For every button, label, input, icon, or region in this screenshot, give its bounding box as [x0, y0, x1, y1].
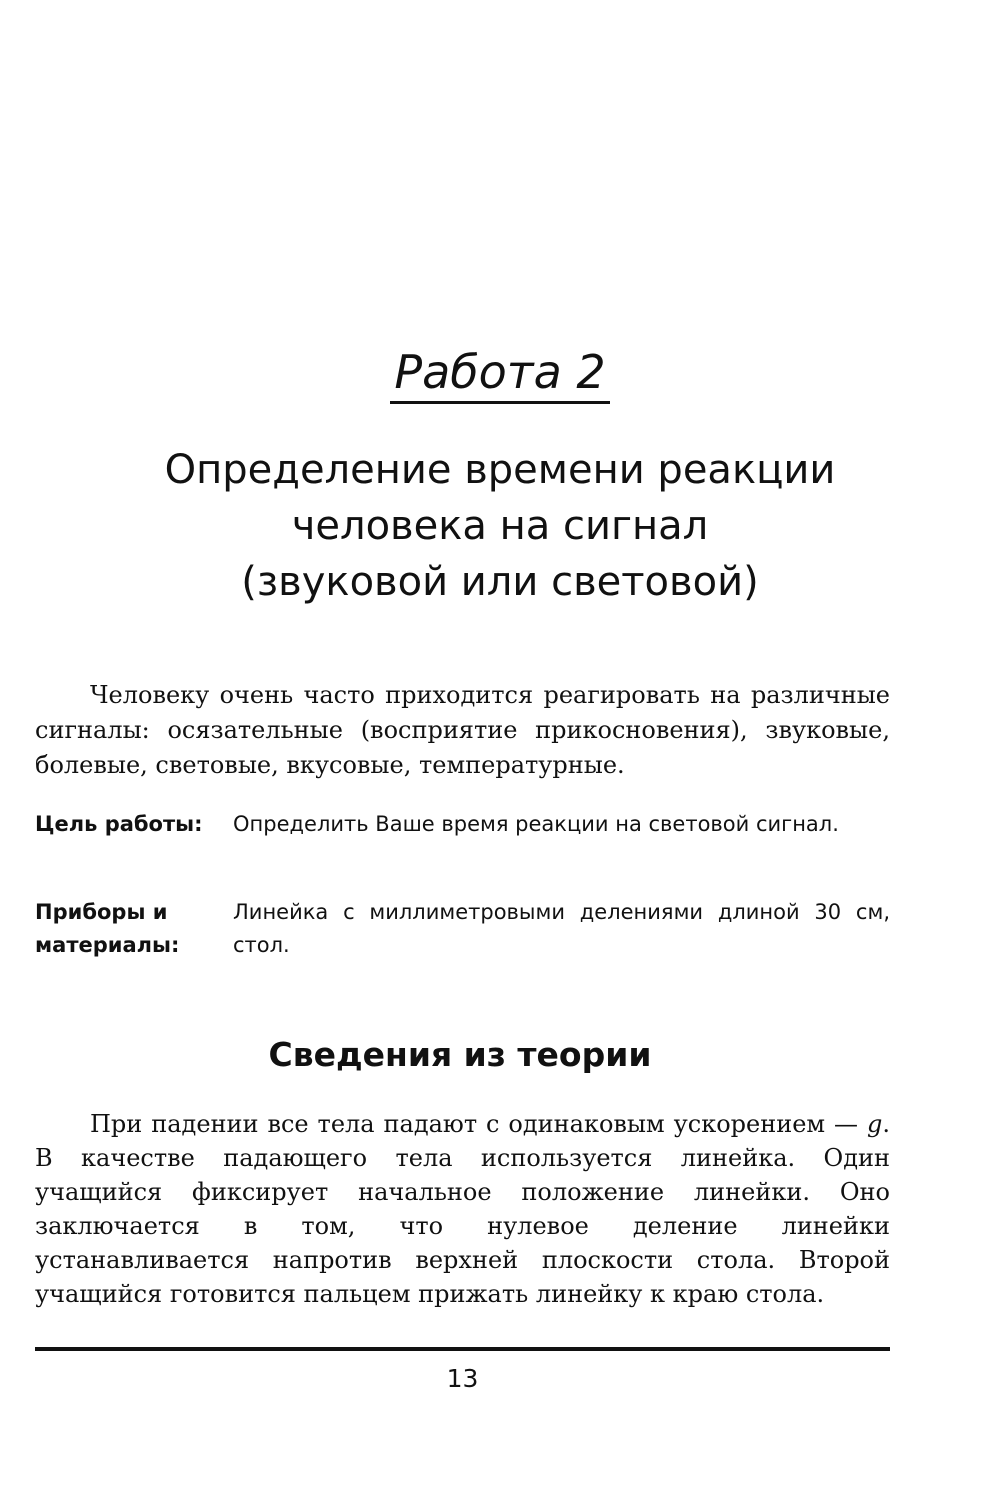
goal-value: Определить Ваше время реакции на световой сигнал.: [233, 812, 839, 836]
theory-text-part-1: При падении все тела падают с одинаковым ускорением —: [90, 1110, 867, 1138]
main-title-line-3: (звуковой или световой): [241, 559, 759, 605]
section-title: Сведения из теории: [268, 1035, 652, 1074]
acceleration-symbol: g: [866, 1110, 883, 1138]
equipment-value: Линейка с миллиметровыми делениями длиной 30 см, стол.: [233, 900, 890, 957]
goal-label: Цель работы:: [35, 812, 203, 836]
page-number: 13: [446, 1364, 479, 1393]
main-title-line-2: человека на сигнал: [291, 503, 709, 549]
work-title: [0, 345, 1000, 404]
main-title: [0, 442, 1000, 610]
main-title-line-1: Определение времени реакции: [164, 447, 836, 493]
footer-divider: [35, 1347, 890, 1351]
intro-paragraph: Человеку очень часто приходится реагировать на различные сигналы: осязательные (восприятие прикосновения), звуковые, болевые, световые, вкусовые, температурные.: [35, 681, 890, 779]
theory-text-part-2: . В качестве падающего тела используется линейка. Один учащийся фиксирует начальное положение линейки. Оно заключается в том, что нулевое деление линейки устанавливается напротив верхней плоскости стола. Второй учащийся готовится пальцем прижать линейку к краю стола.: [35, 1110, 890, 1308]
work-title-text: Работа 2: [390, 345, 609, 404]
theory-paragraph: [35, 1107, 890, 1311]
equipment-label: Приборы и материалы:: [35, 900, 180, 957]
